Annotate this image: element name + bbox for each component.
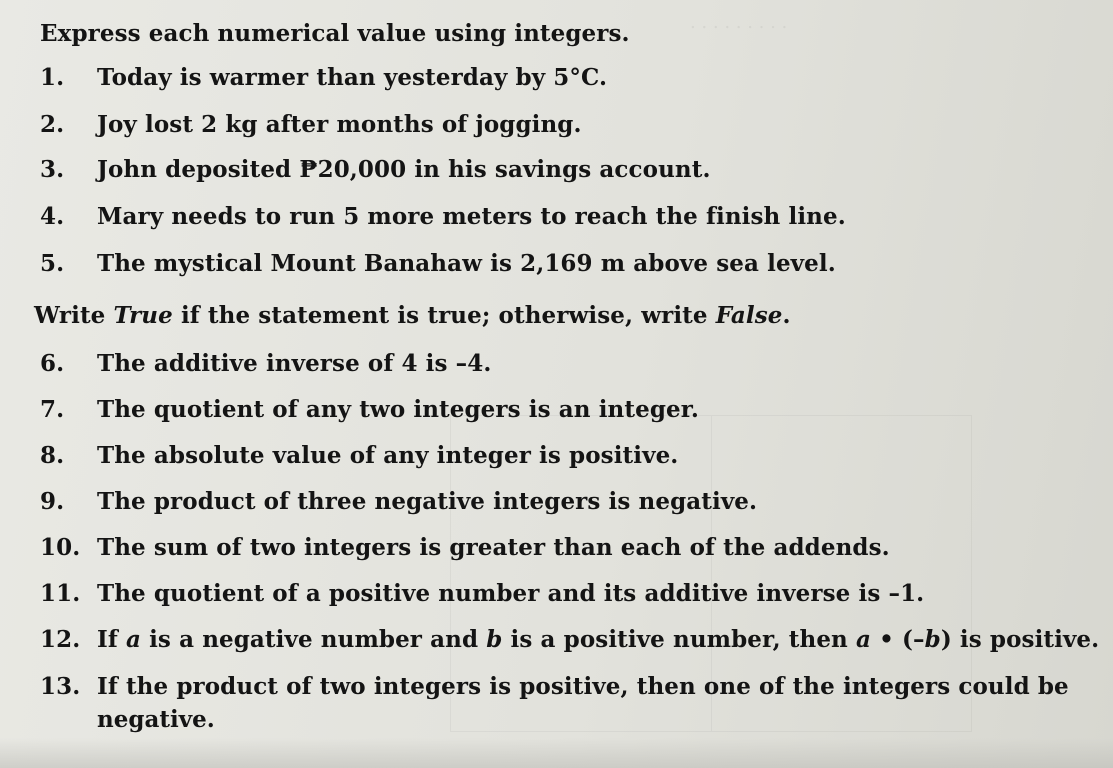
question-text: John deposited ₱20,000 in his savings account. (97, 156, 711, 183)
question-number: 2. (40, 111, 65, 138)
true-word: True (113, 302, 173, 329)
question-number: 9. (40, 488, 65, 515)
question-text: Joy lost 2 kg after months of jogging. (97, 111, 582, 138)
question-13 (40, 673, 1069, 701)
question-number: 5. (40, 250, 65, 277)
variable-a: a (125, 626, 141, 653)
question-text: The sum of two integers is greater than each of the addends. (97, 534, 890, 561)
variable-b: b (486, 626, 503, 653)
question-text: The mystical Mount Banahaw is 2,169 m above sea level. (97, 250, 836, 277)
question-text: If the product of two integers is positive, then one of the integers could be (97, 673, 1069, 700)
question-number: 1. (40, 64, 65, 91)
question-number: 3. (40, 156, 65, 183)
bleed-through-text: . . . . . . . . . (690, 12, 788, 33)
question-number: 13. (40, 673, 81, 700)
question-text: The quotient of any two integers is an integer. (97, 396, 699, 423)
false-word: False (715, 302, 783, 329)
question-text: Mary needs to run 5 more meters to reach the finish line. (97, 203, 846, 230)
question-text: The quotient of a positive number and its additive inverse is –1. (97, 580, 925, 607)
question-number: 11. (40, 580, 81, 607)
question-number: 8. (40, 442, 65, 469)
question-text: The absolute value of any integer is positive. (97, 442, 679, 469)
question-4 (40, 203, 846, 231)
question-7 (40, 396, 699, 424)
section1-heading: Express each numerical value using integers. (40, 20, 630, 47)
question-8 (40, 442, 678, 470)
question-5 (40, 250, 836, 278)
question-9 (40, 488, 757, 516)
question-11 (40, 580, 924, 608)
question-text: The additive inverse of 4 is –4. (97, 350, 492, 377)
section2-heading: Write True if the statement is true; otherwise, write False. (34, 302, 791, 329)
page-bottom-shadow (0, 738, 1113, 768)
question-text: If a is a negative number and b is a positive number, then a • (–b) is positive. (97, 626, 1100, 653)
question-6 (40, 350, 491, 378)
question-1 (40, 64, 607, 92)
question-3 (40, 156, 711, 184)
question-text: Today is warmer than yesterday by 5°C. (97, 64, 608, 91)
question-number: 4. (40, 203, 65, 230)
variable-b: b (924, 626, 941, 653)
question-10 (40, 534, 890, 562)
question-text: The product of three negative integers is negative. (97, 488, 758, 515)
question-12 (40, 626, 1099, 654)
variable-a: a (856, 626, 872, 653)
question-13-continuation: negative. (97, 706, 215, 733)
question-number: 10. (40, 534, 81, 561)
question-number: 12. (40, 626, 81, 653)
question-number: 6. (40, 350, 65, 377)
question-number: 7. (40, 396, 65, 423)
question-2 (40, 111, 582, 139)
